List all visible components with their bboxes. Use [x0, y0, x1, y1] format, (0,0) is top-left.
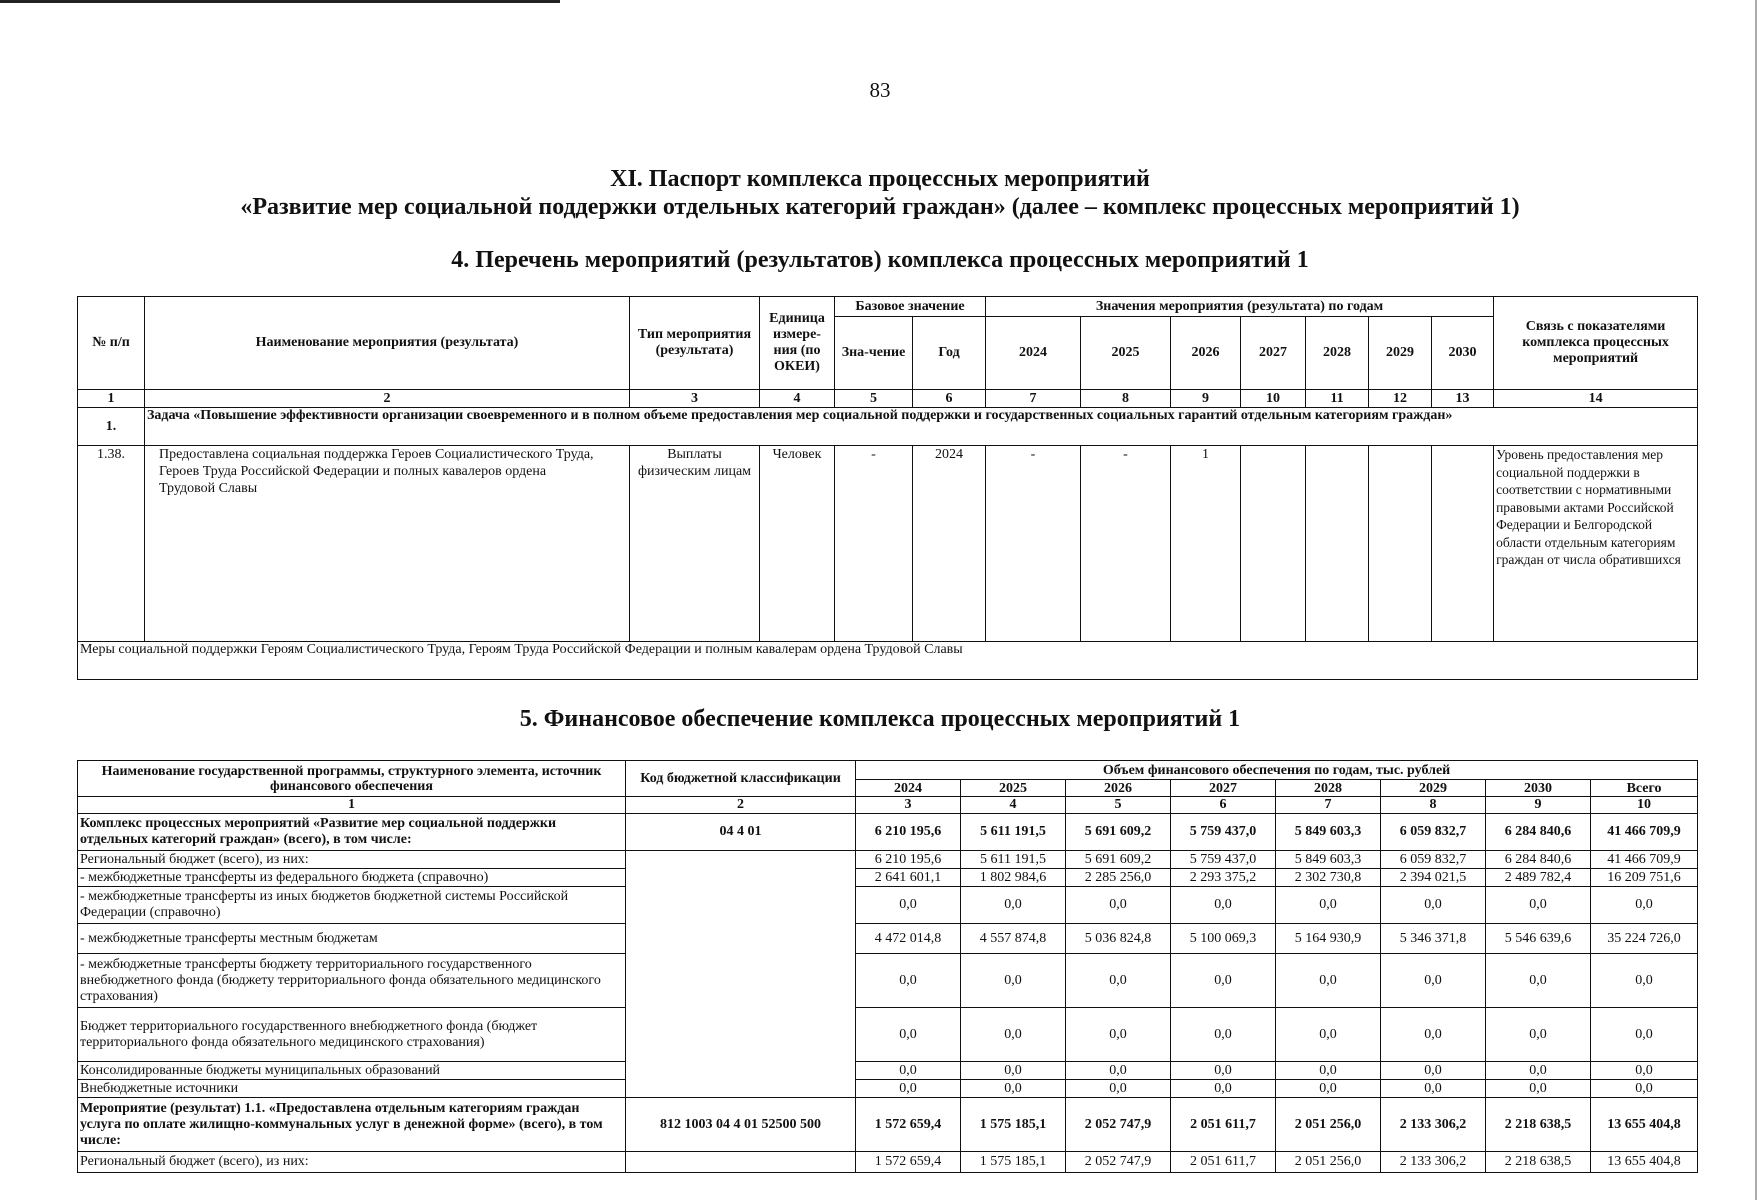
fin-value: 0,0 [1486, 954, 1591, 1008]
fin-value-total: 41 466 709,9 [1591, 814, 1698, 851]
measure-year-value [1432, 446, 1494, 642]
fin-value: 0,0 [856, 954, 961, 1008]
header-link: Связь с показателями комплекса процессных мероприятий [1494, 297, 1698, 390]
section5-heading: 5. Финансовое обеспечение комплекса процессных мероприятий 1 [519, 706, 1241, 732]
top-border-line [0, 0, 560, 3]
fin-value: 0,0 [1486, 1008, 1591, 1062]
fin-value: 2 051 256,0 [1276, 1098, 1381, 1152]
fin-value: 5 611 191,5 [961, 851, 1066, 869]
column-number: 1 [78, 390, 145, 408]
fin-value: 5 346 371,8 [1381, 924, 1486, 954]
fin-header-name: Наименование государственной программы, структурного элемента, источник финансового обеспечения [78, 761, 626, 797]
fin-value: 0,0 [1486, 1062, 1591, 1080]
fin-value: 2 051 256,0 [1276, 1152, 1381, 1173]
document-title-line1: XI. Паспорт комплекса процессных мероприятий [610, 166, 1150, 192]
fin-column-number: 4 [961, 797, 1066, 814]
fin-row-code-empty [626, 1152, 856, 1173]
fin-value: 0,0 [961, 1062, 1066, 1080]
fin-column-number: 1 [78, 797, 626, 814]
measure-link: Уровень предоставления мер социальной поддержки в соответствии с нормативными правовыми актами Российской Федерации и Белгородской области отдельным категориям граждан от числа обратившихся [1494, 446, 1698, 642]
fin-value: 4 472 014,8 [856, 924, 961, 954]
column-number: 12 [1369, 390, 1432, 408]
fin-value: 2 051 611,7 [1171, 1152, 1276, 1173]
fin-value: 0,0 [1171, 1008, 1276, 1062]
fin-header-year: 2024 [856, 780, 961, 797]
finance-table [77, 760, 1698, 1173]
fin-column-number: 10 [1591, 797, 1698, 814]
fin-value-total: 0,0 [1591, 1062, 1698, 1080]
fin-value: 6 284 840,6 [1486, 814, 1591, 851]
column-number: 4 [760, 390, 835, 408]
fin-value: 5 611 191,5 [961, 814, 1066, 851]
fin-value: 1 572 659,4 [856, 1152, 961, 1173]
fin-value: 5 546 639,6 [1486, 924, 1591, 954]
fin-value: 2 489 782,4 [1486, 869, 1591, 887]
measure-base-value: - [835, 446, 913, 642]
measure-note: Меры социальной поддержки Героям Социалистического Труда, Героям Труда Российской Федерации и полным кавалерам ордена Трудовой Славы [78, 642, 1698, 680]
note-row [78, 642, 1698, 680]
fin-value: 0,0 [961, 1080, 1066, 1098]
measure-row [78, 446, 1698, 642]
fin-value-total: 0,0 [1591, 954, 1698, 1008]
header-year: 2024 [986, 317, 1081, 390]
column-number: 8 [1081, 390, 1171, 408]
fin-header-year: 2027 [1171, 780, 1276, 797]
fin-row-measure-regional [78, 1152, 1698, 1173]
fin-value: 4 557 874,8 [961, 924, 1066, 954]
fin-row-name: - межбюджетные трансферты из иных бюджетов бюджетной системы Российской Федерации (справочно) [78, 887, 626, 924]
fin-row-name: Комплекс процессных мероприятий «Развитие мер социальной поддержки отдельных категорий граждан» (всего), в том числе: [78, 814, 626, 851]
fin-row-complex-total [78, 814, 1698, 851]
fin-value: 5 849 603,3 [1276, 851, 1381, 869]
column-number: 11 [1306, 390, 1369, 408]
fin-value: 0,0 [1066, 954, 1171, 1008]
column-number: 14 [1494, 390, 1698, 408]
fin-value: 2 285 256,0 [1066, 869, 1171, 887]
fin-value: 0,0 [1171, 954, 1276, 1008]
document-title-line2: «Развитие мер социальной поддержки отдельных категорий граждан» (далее – комплекс процессных мероприятий 1) [240, 194, 1520, 220]
fin-column-numbers-row [78, 797, 1698, 814]
fin-value: 0,0 [1276, 954, 1381, 1008]
fin-row-name: Внебюджетные источники [78, 1080, 626, 1098]
header-base-year: Год [913, 317, 986, 390]
measure-year-value: - [1081, 446, 1171, 642]
measures-table [77, 296, 1698, 680]
measure-year-value: 1 [1171, 446, 1241, 642]
fin-row-name: Мероприятие (результат) 1.1. «Предоставлена отдельным категориям граждан услуга по оплате жилищно-коммунальных услуг в денежной форме» (всего), в том числе: [78, 1098, 626, 1152]
fin-value: 2 302 730,8 [1276, 869, 1381, 887]
task-num: 1. [78, 408, 145, 446]
measure-year-value [1306, 446, 1369, 642]
measure-num: 1.38. [78, 446, 145, 642]
fin-value: 0,0 [1486, 887, 1591, 924]
column-number: 6 [913, 390, 986, 408]
fin-row-name: - межбюджетные трансферты бюджету территориального государственного внебюджетного фонда (бюджету территориального фонда обязательного медицинского страхования) [78, 954, 626, 1008]
fin-value: 2 218 638,5 [1486, 1098, 1591, 1152]
fin-value: 0,0 [856, 1080, 961, 1098]
fin-header-year: 2029 [1381, 780, 1486, 797]
fin-column-number: 9 [1486, 797, 1591, 814]
fin-row-name: Региональный бюджет (всего), из них: [78, 851, 626, 869]
fin-value: 6 210 195,6 [856, 814, 961, 851]
header-year: 2028 [1306, 317, 1369, 390]
fin-value: 2 293 375,2 [1171, 869, 1276, 887]
fin-column-number: 6 [1171, 797, 1276, 814]
task-row [78, 408, 1698, 446]
fin-value: 6 284 840,6 [1486, 851, 1591, 869]
fin-value: 5 759 437,0 [1171, 814, 1276, 851]
fin-row-federal-transfers [78, 869, 1698, 887]
fin-value: 5 691 609,2 [1066, 814, 1171, 851]
fin-value: 6 059 832,7 [1381, 851, 1486, 869]
fin-row-name: Бюджет территориального государственного внебюджетного фонда (бюджет территориального фонда обязательного медицинского страхования) [78, 1008, 626, 1062]
fin-value-total: 0,0 [1591, 1080, 1698, 1098]
fin-header-code: Код бюджетной классификации [626, 761, 856, 797]
fin-value: 0,0 [961, 1008, 1066, 1062]
fin-value: 0,0 [1381, 1080, 1486, 1098]
fin-row-other-transfers [78, 887, 1698, 924]
fin-value: 2 052 747,9 [1066, 1152, 1171, 1173]
fin-header-year: 2025 [961, 780, 1066, 797]
measure-year-value [1369, 446, 1432, 642]
fin-row-name: - межбюджетные трансферты из федерального бюджета (справочно) [78, 869, 626, 887]
fin-value: 5 164 930,9 [1276, 924, 1381, 954]
fin-row-fund-transfers [78, 954, 1698, 1008]
fin-value-total: 13 655 404,8 [1591, 1152, 1698, 1173]
fin-value: 0,0 [1066, 1080, 1171, 1098]
column-number: 2 [145, 390, 630, 408]
measure-type: Выплаты физическим лицам [630, 446, 760, 642]
measure-base-year: 2024 [913, 446, 986, 642]
fin-value-total: 41 466 709,9 [1591, 851, 1698, 869]
fin-value: 0,0 [1066, 1062, 1171, 1080]
fin-row-code: 04 4 01 [626, 814, 856, 851]
header-year: 2025 [1081, 317, 1171, 390]
header-name: Наименование мероприятия (результата) [145, 297, 630, 390]
header-unit: Единица измере-ния (по ОКЕИ) [760, 297, 835, 390]
fin-value: 5 036 824,8 [1066, 924, 1171, 954]
fin-value: 2 133 306,2 [1381, 1098, 1486, 1152]
fin-value: 0,0 [1066, 887, 1171, 924]
fin-value: 0,0 [1276, 1008, 1381, 1062]
fin-value-total: 0,0 [1591, 1008, 1698, 1062]
fin-value: 5 691 609,2 [1066, 851, 1171, 869]
fin-value: 1 575 185,1 [961, 1152, 1066, 1173]
fin-value: 0,0 [1276, 1062, 1381, 1080]
header-num: № п/п [78, 297, 145, 390]
measure-unit: Человек [760, 446, 835, 642]
column-number: 7 [986, 390, 1081, 408]
fin-row-local-transfers [78, 924, 1698, 954]
fin-value: 2 394 021,5 [1381, 869, 1486, 887]
fin-value: 0,0 [1381, 954, 1486, 1008]
fin-row-extrabudgetary [78, 1080, 1698, 1098]
fin-value-total: 16 209 751,6 [1591, 869, 1698, 887]
header-year: 2030 [1432, 317, 1494, 390]
header-year: 2027 [1241, 317, 1306, 390]
fin-value: 5 759 437,0 [1171, 851, 1276, 869]
fin-row-name: Региональный бюджет (всего), из них: [78, 1152, 626, 1173]
fin-value: 0,0 [856, 887, 961, 924]
column-number: 9 [1171, 390, 1241, 408]
fin-value: 0,0 [1171, 1062, 1276, 1080]
header-year: 2026 [1171, 317, 1241, 390]
fin-value: 0,0 [1171, 1080, 1276, 1098]
fin-value: 2 051 611,7 [1171, 1098, 1276, 1152]
fin-header-total: Всего [1591, 780, 1698, 797]
fin-row-measure-total [78, 1098, 1698, 1152]
fin-value: 5 849 603,3 [1276, 814, 1381, 851]
fin-header-year: 2030 [1486, 780, 1591, 797]
fin-value-total: 0,0 [1591, 887, 1698, 924]
fin-value: 0,0 [1066, 1008, 1171, 1062]
header-base: Базовое значение [835, 297, 986, 317]
fin-value: 0,0 [856, 1062, 961, 1080]
fin-header-volume: Объем финансового обеспечения по годам, тыс. рублей [856, 761, 1698, 780]
fin-column-number: 5 [1066, 797, 1171, 814]
fin-value: 0,0 [1276, 887, 1381, 924]
task-text: Задача «Повышение эффективности организации своевременного и в полном объеме предоставления мер социальной поддержки и государственных социальных гарантий отдельным категориям граждан» [145, 408, 1698, 446]
column-number: 13 [1432, 390, 1494, 408]
fin-value-total: 35 224 726,0 [1591, 924, 1698, 954]
fin-value: 1 572 659,4 [856, 1098, 961, 1152]
fin-column-number: 8 [1381, 797, 1486, 814]
fin-value: 2 052 747,9 [1066, 1098, 1171, 1152]
fin-value: 0,0 [961, 954, 1066, 1008]
fin-value: 0,0 [1381, 887, 1486, 924]
fin-row-fund-budget [78, 1008, 1698, 1062]
fin-value: 0,0 [1486, 1080, 1591, 1098]
fin-value: 0,0 [961, 887, 1066, 924]
fin-row-code-empty [626, 851, 856, 1098]
fin-header-year: 2028 [1276, 780, 1381, 797]
measure-year-value: - [986, 446, 1081, 642]
column-number: 3 [630, 390, 760, 408]
fin-row-name: Консолидированные бюджеты муниципальных образований [78, 1062, 626, 1080]
section4-heading: 4. Перечень мероприятий (результатов) комплекса процессных мероприятий 1 [451, 247, 1309, 273]
column-number: 10 [1241, 390, 1306, 408]
page-number: 83 [869, 78, 891, 102]
fin-column-number: 2 [626, 797, 856, 814]
header-by-years: Значения мероприятия (результата) по годам [986, 297, 1494, 317]
fin-value: 5 100 069,3 [1171, 924, 1276, 954]
fin-value: 1 575 185,1 [961, 1098, 1066, 1152]
fin-column-number: 3 [856, 797, 961, 814]
fin-column-number: 7 [1276, 797, 1381, 814]
fin-row-municipal [78, 1062, 1698, 1080]
column-number: 5 [835, 390, 913, 408]
fin-value: 0,0 [1381, 1008, 1486, 1062]
fin-value: 6 210 195,6 [856, 851, 961, 869]
fin-value: 2 133 306,2 [1381, 1152, 1486, 1173]
fin-value: 0,0 [1276, 1080, 1381, 1098]
fin-row-code: 812 1003 04 4 01 52500 500 [626, 1098, 856, 1152]
fin-value: 0,0 [856, 1008, 961, 1062]
fin-value: 0,0 [1171, 887, 1276, 924]
fin-row-regional [78, 851, 1698, 869]
header-type: Тип мероприятия (результата) [630, 297, 760, 390]
fin-value-total: 13 655 404,8 [1591, 1098, 1698, 1152]
fin-value: 0,0 [1381, 1062, 1486, 1080]
fin-value: 1 802 984,6 [961, 869, 1066, 887]
measure-year-value [1241, 446, 1306, 642]
fin-row-name: - межбюджетные трансферты местным бюджетам [78, 924, 626, 954]
header-base-value: Зна-чение [835, 317, 913, 390]
fin-value: 2 641 601,1 [856, 869, 961, 887]
measure-name: Предоставлена социальная поддержка Героев Социалистического Труда, Героев Труда Российской Федерации и полных кавалеров ордена Трудовой Славы [145, 446, 630, 642]
header-year: 2029 [1369, 317, 1432, 390]
column-numbers-row [78, 390, 1698, 408]
fin-value: 2 218 638,5 [1486, 1152, 1591, 1173]
fin-value: 6 059 832,7 [1381, 814, 1486, 851]
fin-header-year: 2026 [1066, 780, 1171, 797]
